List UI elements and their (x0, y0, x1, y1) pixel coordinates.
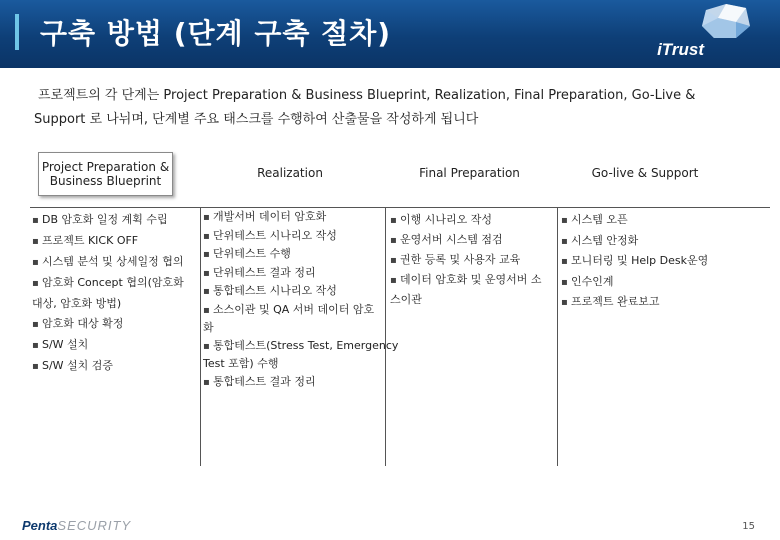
list-item: ▪ 통합테스트 시나리오 작성 (203, 282, 398, 301)
list-item: ▪ 시스템 안정화 (561, 231, 708, 252)
final-task-list (390, 210, 541, 309)
golive-task-list (561, 210, 708, 313)
slide-title: 구축 방법 (단계 구축 절차) (40, 17, 392, 50)
title-accent-bar (15, 14, 19, 50)
list-item: ▪ 운영서버 시스템 점검 (390, 230, 541, 250)
list-item: ▪ S/W 설치 검증 (32, 356, 184, 377)
list-item-continuation: 스이관 (390, 293, 422, 306)
list-item: ▪ 소스이관 및 QA 서버 데이터 암호 (203, 301, 398, 320)
list-item: ▪ 단위테스트 결과 정리 (203, 264, 398, 283)
list-item: ▪ 암호화 Concept 협의(암호화 (32, 273, 184, 294)
phase-header-final (392, 153, 547, 193)
column-divider (557, 208, 558, 466)
phase-label: Realization (257, 166, 323, 180)
list-item: ▪ 프로젝트 완료보고 (561, 292, 708, 313)
realization-task-list (203, 208, 398, 391)
list-item: ▪ 통합테스트(Stress Test, Emergency (203, 337, 398, 356)
list-item-continuation: 대상, 암호화 방법) (32, 297, 122, 310)
list-item: ▪ 인수인계 (561, 272, 708, 293)
list-item: ▪ 권한 등록 및 사용자 교육 (390, 250, 541, 270)
list-item: ▪ 데이터 암호화 및 운영서버 소 (390, 270, 541, 290)
phase-header-prep (38, 152, 173, 196)
list-item: ▪ 이행 시나리오 작성 (390, 210, 541, 230)
intro-line-2: Support 로 나뉘며, 단계별 주요 태스크를 수행하여 산출물을 작성하게 됩니다 (34, 112, 479, 127)
list-item: ▪ 단위테스트 시나리오 작성 (203, 227, 398, 246)
prep-task-list (32, 210, 184, 377)
list-item: ▪ 개발서버 데이터 암호화 (203, 208, 398, 227)
phase-header-golive (570, 153, 720, 193)
logo-bold-text: Penta (22, 518, 58, 533)
page-number: 15 (742, 521, 755, 532)
phase-label: Final Preparation (419, 166, 520, 180)
intro-paragraph (34, 84, 738, 132)
header-bar (0, 0, 780, 68)
table-top-rule (30, 207, 770, 208)
pentasecurity-logo (22, 518, 131, 533)
list-item: ▪ 시스템 분석 및 상세일정 협의 (32, 252, 184, 273)
phase-label: Project Preparation & (41, 160, 170, 174)
list-item: ▪ 단위테스트 수행 (203, 245, 398, 264)
logo-light-text: SECURITY (57, 518, 132, 533)
crystal-logo-icon (688, 4, 774, 44)
phase-header-realization (215, 153, 365, 193)
phase-label: Go-live & Support (591, 166, 699, 180)
list-item: ▪ 프로젝트 KICK OFF (32, 231, 184, 252)
brand-logo: iTrust (657, 40, 704, 59)
list-item: ▪ 시스템 오픈 (561, 210, 708, 231)
list-item: ▪ 모니터링 및 Help Desk운영 (561, 251, 708, 272)
list-item: ▪ DB 암호화 일정 계획 수립 (32, 210, 184, 231)
list-item: ▪ 암호화 대상 확정 (32, 314, 184, 335)
list-item: ▪ 통합테스트 결과 정리 (203, 373, 398, 392)
list-item: ▪ S/W 설치 (32, 335, 184, 356)
column-divider (200, 208, 201, 466)
list-item-continuation: 화 (203, 321, 214, 334)
intro-line-1: 프로젝트의 각 단계는 Project Preparation & Business Blueprint, Realization, Final Preparation, Go-Live & (38, 88, 696, 103)
phase-label: Business Blueprint (49, 174, 162, 188)
list-item-continuation: Test 포함) 수행 (203, 357, 279, 370)
